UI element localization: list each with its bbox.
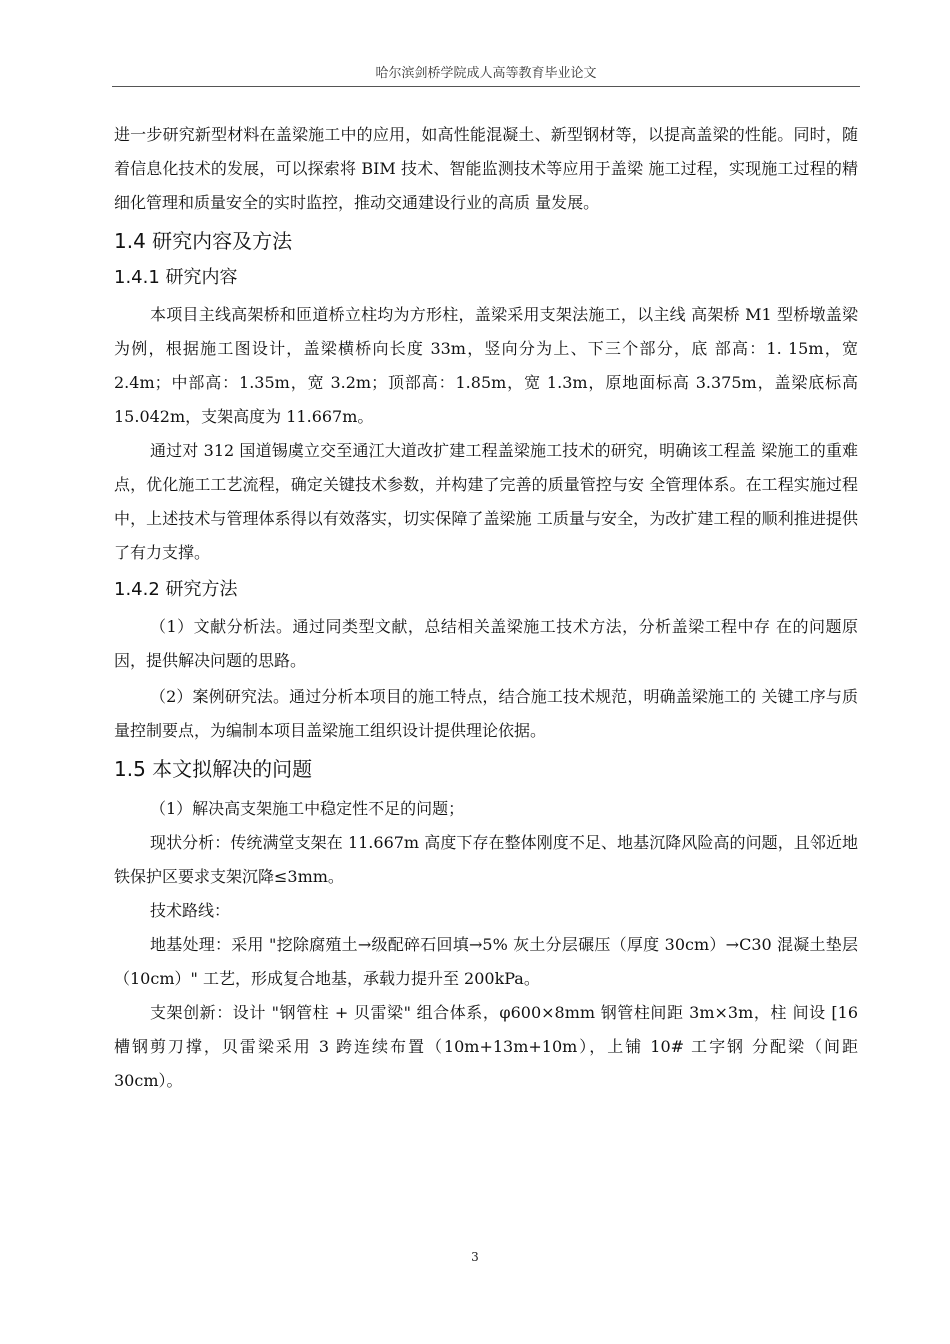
paragraph-status-analysis: 现状分析：传统满堂支架在 11.667m 高度下存在整体刚度不足、地基沉降风险高的问题，且邻近地铁保护区要求支架沉降≤3mm。 [114,833,858,886]
paragraph-support-innovation: 支架创新：设计 "钢管柱 + 贝雷梁" 组合体系，φ600×8mm 钢管柱间距 3m×3m，柱 间设 [16 槽钢剪刀撑，贝雷梁采用 3 跨连续布置（10m+13m+10m），上铺 10# 工字钢 分配梁（间距 30cm）。 [114,1003,858,1090]
page-header: 哈尔滨剑桥学院成人高等教育毕业论文 [375,66,597,81]
paragraph-foundation-treatment: 地基处理：采用 "挖除腐殖土→级配碎石回填→5% 灰土分层碾压（厚度 30cm）→C30 混凝土垫层（10cm）" 工艺，形成复合地基，承载力提升至 200kPa。 [114,935,858,988]
subsection-heading-1-4-1: 1.4.1 研究内容 [114,267,238,288]
paragraph-problem-1: （1）解决高支架施工中稳定性不足的问题； [150,799,465,818]
header-rule [112,86,860,87]
section-heading-1-4: 1.4 研究内容及方法 [114,229,293,253]
paragraph-technical-route: 技术路线： [150,901,231,920]
section-heading-1-5: 1.5 本文拟解决的问题 [114,757,313,781]
subsection-heading-1-4-2: 1.4.2 研究方法 [114,579,238,600]
paragraph-intro: 进一步研究新型材料在盖梁施工中的应用，如高性能混凝土、新型钢材等，以提高盖梁的性能。同时，随着信息化技术的发展，可以探索将 BIM 技术、智能监测技术等应用于盖梁 施工过程，实现施工过程的精细化管理和质量安全的实时监控，推动交通建设行业的高质 量发展。 [114,125,858,212]
paragraph-method-2: （2）案例研究法。通过分析本项目的施工特点，结合施工技术规范，明确盖梁施工的 关键工序与质量控制要点，为编制本项目盖梁施工组织设计提供理论依据。 [114,687,858,740]
page-number: 3 [471,1250,479,1264]
document-body [114,118,858,1098]
paragraph-method-1: （1）文献分析法。通过同类型文献，总结相关盖梁施工技术方法，分析盖梁工程中存 在的问题原因，提供解决问题的思路。 [114,617,858,670]
paragraph-content-1: 本项目主线高架桥和匝道桥立柱均为方形柱，盖梁采用支架法施工，以主线 高架桥 M1 型桥墩盖梁为例，根据施工图设计，盖梁横桥向长度 33m，竖向分为上、下三个部分，底 部高：1. 15m，宽 2.4m；中部高：1.35m，宽 3.2m；顶部高：1.85m，宽 1.3m，原地面标高 3.375m，盖梁底标高 15.042m，支架高度为 11.667m。 [114,305,858,426]
paragraph-content-2: 通过对 312 国道锡虞立交至通江大道改扩建工程盖梁施工技术的研究，明确该工程盖 梁施工的重难点，优化施工工艺流程，确定关键技术参数，并构建了完善的质量管控与安 全管理体系。在工程实施过程中，上述技术与管理体系得以有效落实，切实保障了盖梁施 工质量与安全，为改扩建工程的顺利推进提供了有力支撑。 [114,441,858,562]
